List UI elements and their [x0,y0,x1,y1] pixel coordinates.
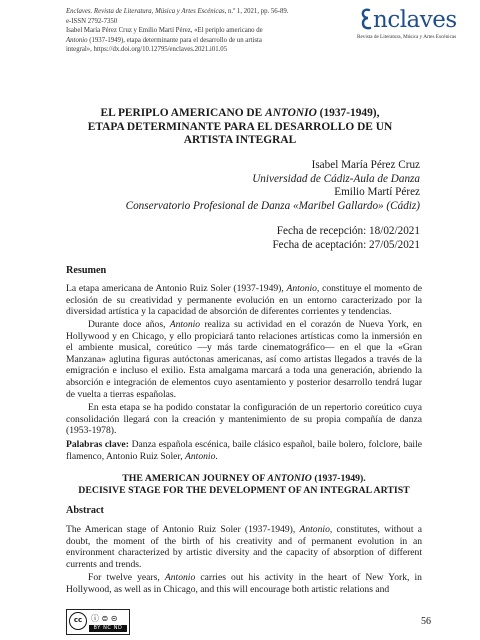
cc-license-badge[interactable] [66,609,130,635]
authors-block [90,159,420,213]
title-es-line3: ARTISTA INTEGRAL [183,134,297,147]
author-name: Emilio Martí Pérez [334,186,420,199]
citation-line-2: (1937-1949), etapa determinante para el desarrollo de un artista [87,36,262,44]
text-run: , constituye el momento de eclosión de su creatividad y permanente evolución en un entorno caracterizado por la diversidad artística y la capacidad de absorción de diferentes corrientes y tendencias. [66,283,422,318]
keywords-end: . [215,450,218,462]
text-run: , constitutes, without a doubt, the moment of the birth of his creativity and of permanent evolution in an environment characterized by artistic diversity and the capacity of absorption of different currents and trends. [66,524,422,570]
accepted-date: Fecha de aceptación: 27/05/2021 [272,238,420,251]
text-run: La etapa americana de Antonio Ruiz Soler (1937-1949), [66,283,287,294]
journal-eissn: e-ISSN 2792-7350 [66,17,118,25]
text-run: realiza su actividad en el corazón de Nueva York, en Hollywood y en Chicago, y ello propiciará tanto relaciones artísticas como la inmersión en el ambiente musical, coreútico —y más tarde cinematográfico— en el que la «Gran Manzana» aglutina figuras autóctonas americanas, así como artistas llegados a través de la emigración e incluso el exilio. Esta amalgama marcará a toda una generación, abriendo la absorción e integración de elementos cuyo asentamiento y posterior desarrollo tendrá lugar de vuelta a tierras españolas. [66,319,422,400]
resumen-paragraph-1 [66,283,422,318]
text-run: The American stage of Antonio Ruiz Soler (1937-1949), [66,524,300,535]
svg-text:nclaves: nclaves [373,7,457,33]
license-terms-icon: ⓘ ⊜ ⊝ [91,614,118,623]
title-es-antonio: ANTONIO [265,107,317,119]
title-es-line1-pre: EL PERIPLO AMERICANO DE [100,107,266,119]
abstract-paragraph-2 [66,572,422,595]
title-en-line1-post: (1937-1949). [311,473,366,484]
keywords-paragraph [66,439,422,462]
keywords-label: Palabras clave: [66,439,129,450]
text-run: For twelve years, [88,572,165,583]
article-title-es [40,107,440,148]
text-run-italic: Antonio [164,572,196,583]
journal-name: Enclaves. Revista de Literatura, Música y Artes Escénicas [66,8,225,15]
citation-line-1: Isabel María Pérez Cruz y Emilio Martí Pérez, «El periplo americano de [66,27,263,35]
title-es-line1-post: (1937-1949), [316,107,380,119]
license-terms-bar: BY NC ND [89,625,127,632]
author-affiliation: Universidad de Cádiz-Aula de Danza [252,172,420,185]
dates-block [170,225,420,252]
text-run: carries out his activity in the heart of New York, in Hollywood, as well as in Chicago, and this will encourage both artistic relations and [66,572,422,595]
enclaves-logo-icon [359,4,467,36]
article-title-en [56,473,432,497]
citation-antonio: Antonio [66,36,88,44]
title-es-line2: ETAPA DETERMINANTE PARA EL DESARROLLO DE UN [87,120,393,133]
keywords-italic: Antonio [185,450,216,462]
text-run-italic: Antonio [169,319,201,330]
journal-issue: , n.º 1, 2021, pp. 56-89. [224,8,289,15]
text-run-italic: Antonio [286,283,317,294]
logo-subtitle: Revista de Literatura, Música y Artes Escénicas [357,34,457,40]
title-en-antonio: ANTONIO [267,473,312,484]
citation-doi-link[interactable]: integral», https://dx.doi.org/10.12795/enclaves.2021.i01.05 [66,46,228,54]
author-affiliation: Conservatorio Profesional de Danza «Maribel Gallardo» (Cádiz) [125,199,420,212]
journal-logo [355,4,467,44]
resumen-heading: Resumen [66,265,107,276]
abstract-heading: Abstract [66,505,104,516]
page-number: 56 [421,616,431,627]
abstract-paragraph-1 [66,524,422,570]
title-en-line1-pre: THE AMERICAN JOURNEY OF [122,473,268,484]
text-run: Durante doce años, [88,319,170,330]
header-citation [66,7,346,55]
resumen-paragraph-3: En esta etapa se ha podido constatar la configuración de un repertorio coreútico cuya consolidación llegará con la creación y mantenimiento de su propia compañía de danza (1953-1978). [66,402,422,437]
text-run-italic: Antonio [299,524,330,535]
cc-icon: cc [69,612,87,630]
keywords-text: Danza española escénica, baile clásico español, baile bolero, folclore, baile flamenco, Antonio Ruiz Soler, [66,439,422,462]
resumen-paragraph-2 [66,319,422,400]
title-en-line2: DECISIVE STAGE FOR THE DEVELOPMENT OF AN INTEGRAL ARTIST [78,485,410,496]
received-date: Fecha de recepción: 18/02/2021 [276,225,420,237]
author-name: Isabel María Pérez Cruz [311,159,420,171]
